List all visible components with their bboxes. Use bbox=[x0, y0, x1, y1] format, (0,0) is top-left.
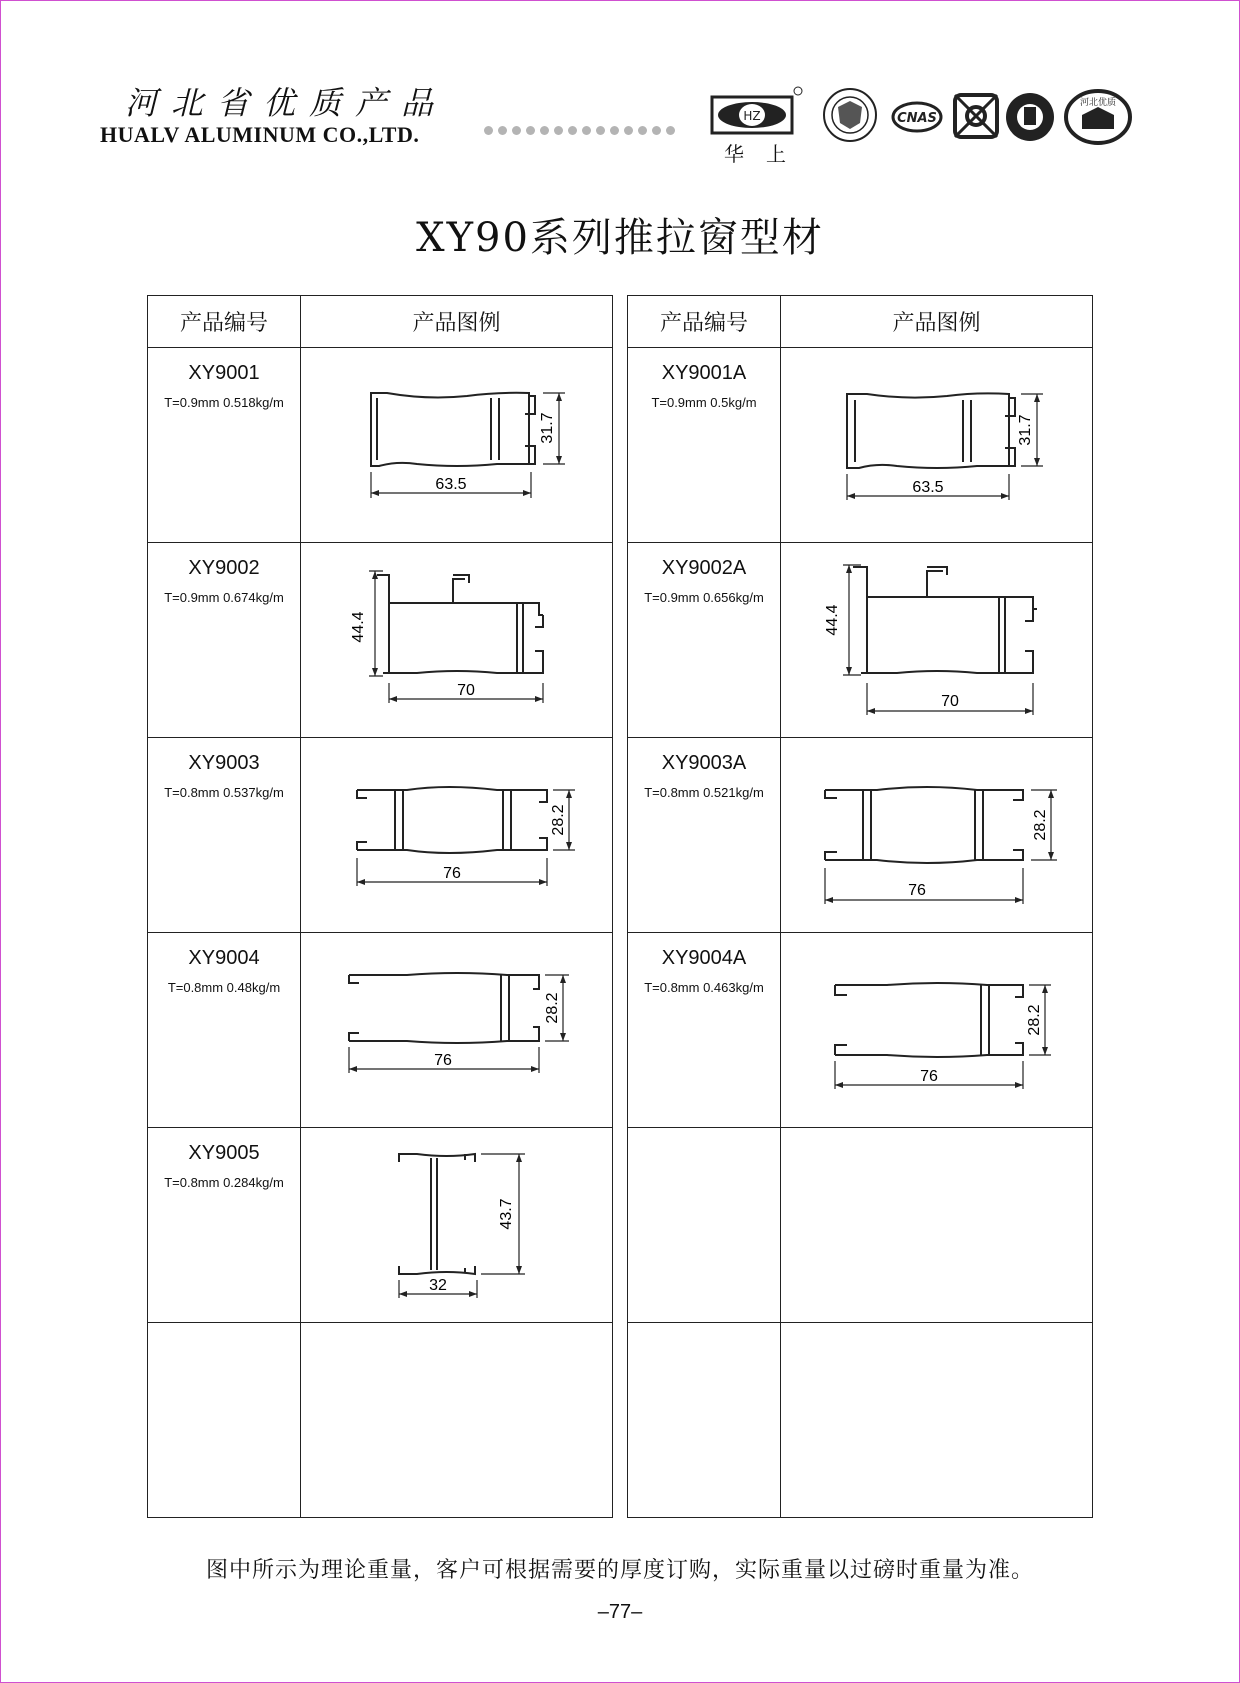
product-code: XY9001A bbox=[661, 362, 747, 384]
header-product-code: 产品编号 bbox=[148, 296, 301, 348]
page-title: XY90系列推拉窗型材 bbox=[416, 215, 824, 261]
header-product-figure: 产品图例 bbox=[781, 296, 1093, 348]
page-number: –77– bbox=[597, 1601, 643, 1623]
decorative-dots bbox=[484, 126, 675, 135]
profile-drawing-xy9002a bbox=[787, 543, 1087, 733]
header-chinese-title: 河北省优质产品 bbox=[125, 84, 448, 122]
product-table-left bbox=[147, 295, 613, 1518]
product-spec: T=0.8mm 0.521kg/m bbox=[644, 785, 764, 800]
table-row-empty bbox=[148, 1323, 613, 1518]
dimension-height: 44.4 bbox=[349, 611, 367, 643]
profile-drawing-xy9005 bbox=[307, 1128, 607, 1318]
dimension-width: 63.5 bbox=[434, 476, 467, 493]
dimension-width: 63.5 bbox=[911, 479, 944, 496]
dimension-width: 70 bbox=[940, 693, 959, 710]
table-row bbox=[148, 543, 613, 738]
svg-text:CNAS: CNAS bbox=[897, 111, 937, 126]
product-spec: T=0.8mm 0.537kg/m bbox=[164, 785, 284, 800]
table-row bbox=[148, 738, 613, 933]
product-spec: T=0.9mm 0.674kg/m bbox=[164, 590, 284, 605]
product-spec: T=0.9mm 0.656kg/m bbox=[644, 590, 764, 605]
profile-drawing-xy9004 bbox=[307, 933, 607, 1123]
dimension-height: 28.2 bbox=[549, 804, 567, 836]
dimension-width: 76 bbox=[907, 882, 926, 899]
product-table-right bbox=[627, 295, 1093, 1518]
table-row bbox=[148, 348, 613, 543]
header-product-figure: 产品图例 bbox=[301, 296, 613, 348]
table-row bbox=[628, 738, 1093, 933]
table-row bbox=[628, 348, 1093, 543]
dimension-width: 76 bbox=[442, 865, 461, 882]
dimension-height: 28.2 bbox=[543, 992, 561, 1024]
profile-drawing-xy9001 bbox=[307, 348, 607, 538]
dimension-height: 43.7 bbox=[497, 1198, 515, 1230]
dimension-height: 44.4 bbox=[823, 604, 841, 636]
emblem-icon bbox=[1006, 93, 1054, 141]
product-spec: T=0.8mm 0.284kg/m bbox=[164, 1175, 284, 1190]
product-spec: T=0.8mm 0.48kg/m bbox=[167, 980, 281, 995]
svg-text:HZ: HZ bbox=[743, 109, 761, 123]
profile-drawing-xy9002 bbox=[307, 543, 607, 733]
product-spec: T=0.9mm 0.518kg/m bbox=[164, 395, 284, 410]
product-spec: T=0.9mm 0.5kg/m bbox=[651, 395, 757, 410]
svg-text:河北优质: 河北优质 bbox=[1079, 98, 1117, 108]
product-code: XY9004 bbox=[188, 947, 260, 969]
knot-logo-icon bbox=[955, 95, 997, 137]
brand-caption: 华上 bbox=[724, 144, 808, 166]
product-code: XY9005 bbox=[188, 1142, 260, 1164]
footnote: 图中所示为理论重量，客户可根据需要的厚度订购，实际重量以过磅时重量为准。 bbox=[205, 1558, 1034, 1583]
table-row bbox=[628, 933, 1093, 1128]
dimension-width: 76 bbox=[919, 1068, 938, 1085]
dimension-width: 76 bbox=[433, 1052, 452, 1069]
table-row-empty bbox=[628, 1128, 1093, 1323]
logo-strip bbox=[710, 85, 1140, 145]
hualv-brand-logo bbox=[712, 87, 802, 133]
dimension-height: 28.2 bbox=[1025, 1004, 1043, 1036]
dimension-width: 32 bbox=[428, 1277, 447, 1294]
profile-drawing-xy9004a bbox=[787, 933, 1087, 1123]
certification-seal-icon bbox=[824, 89, 876, 141]
table-row bbox=[148, 933, 613, 1128]
product-code: XY9003 bbox=[188, 752, 260, 774]
profile-drawing-xy9003 bbox=[307, 738, 607, 928]
product-code: XY9004A bbox=[661, 947, 747, 969]
company-name: HUALV ALUMINUM CO.,LTD. bbox=[100, 122, 420, 147]
profile-drawing-xy9001a bbox=[787, 348, 1087, 538]
profile-drawing-xy9003a bbox=[787, 738, 1087, 928]
header-product-code: 产品编号 bbox=[628, 296, 781, 348]
product-spec: T=0.8mm 0.463kg/m bbox=[644, 980, 764, 995]
table-row bbox=[148, 1128, 613, 1323]
hebei-quality-seal-icon bbox=[1066, 91, 1130, 143]
product-code: XY9003A bbox=[661, 752, 747, 774]
product-code: XY9001 bbox=[188, 362, 260, 384]
dimension-height: 28.2 bbox=[1031, 809, 1049, 841]
table-row-empty bbox=[628, 1323, 1093, 1518]
dimension-height: 31.7 bbox=[538, 412, 556, 444]
product-code: XY9002 bbox=[188, 557, 260, 579]
dimension-height: 31.7 bbox=[1016, 414, 1034, 446]
dimension-width: 70 bbox=[456, 682, 475, 699]
table-row bbox=[628, 543, 1093, 738]
cnas-mark-icon bbox=[893, 103, 941, 131]
product-code: XY9002A bbox=[661, 557, 747, 579]
